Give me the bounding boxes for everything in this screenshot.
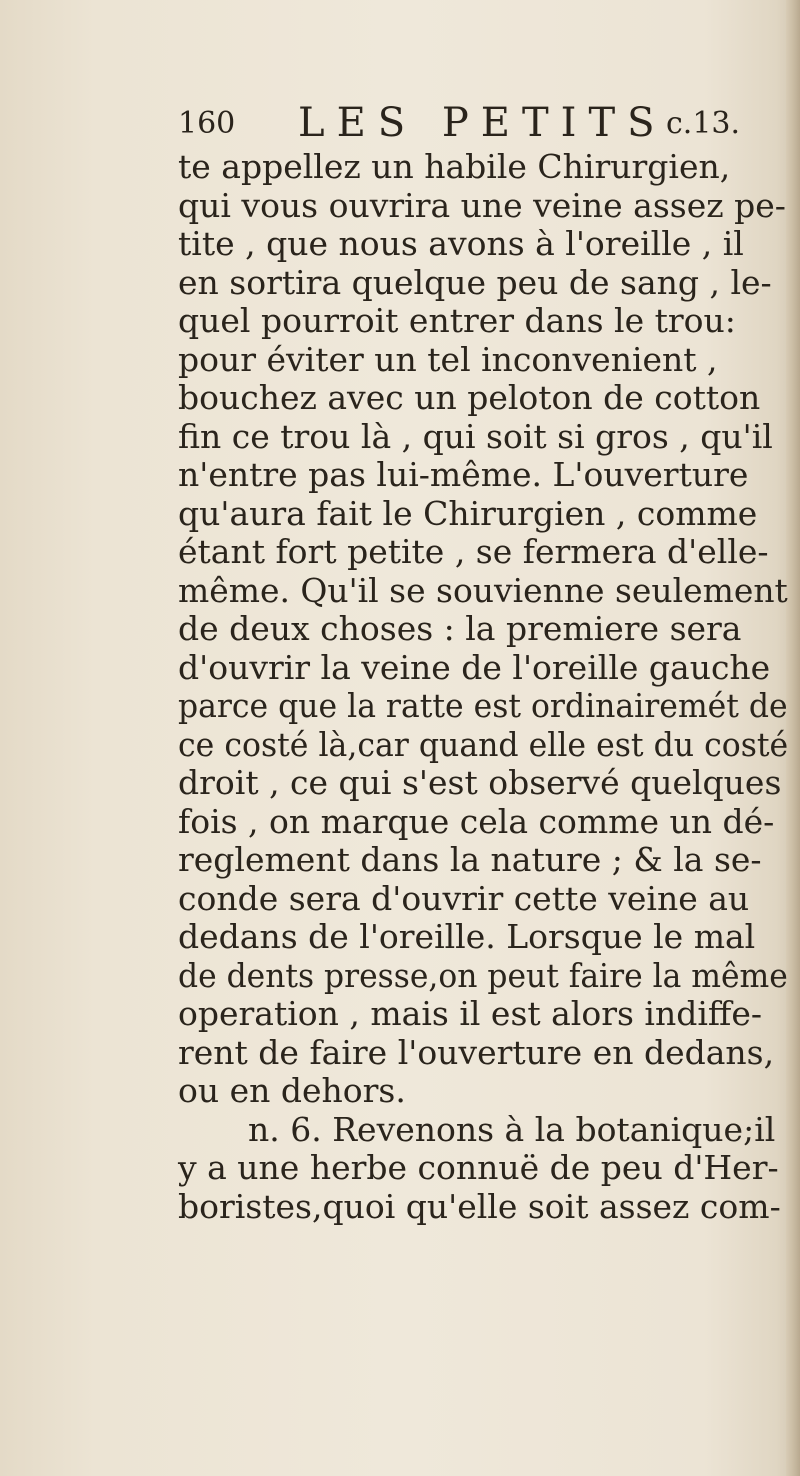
chapter-reference: c.13.	[666, 106, 741, 141]
body-text	[178, 148, 788, 1226]
text-line: boristes,quoi qu'elle soit assez com-	[178, 1186, 781, 1226]
text-line: même. Qu'il se souvienne seulement	[178, 570, 788, 610]
text-line: n. 6. Revenons à la botanique;il	[248, 1109, 776, 1149]
text-line: d'ouvrir la veine de l'oreille gauche	[178, 647, 771, 687]
text-line: de dents presse,on peut faire la même	[178, 955, 788, 995]
text-line: n'entre pas lui-même. L'ouverture	[178, 455, 749, 494]
running-title: LES PETITS	[298, 100, 667, 146]
text-line: fois , on marque cela comme un dé-	[178, 801, 775, 841]
text-line: en sortira quelque peu de sang , le-	[178, 262, 772, 302]
text-line: rent de faire l'ouverture en dedans,	[178, 1032, 775, 1072]
text-line: bouchez avec un peloton de cotton	[178, 378, 761, 417]
text-line: parce que la ratte est ordinairemét de	[178, 686, 788, 725]
text-line: conde sera d'ouvrir cette veine au	[178, 878, 750, 918]
text-line: de deux choses : la premiere sera	[178, 609, 742, 648]
text-line: operation , mais il est alors indiffe-	[178, 994, 763, 1033]
text-line: dedans de l'oreille. Lorsque le mal	[178, 917, 756, 956]
text-line: qu'aura fait le Chirurgien , comme	[178, 493, 758, 533]
text-line: tite , que nous avons à l'oreille , il	[178, 224, 744, 263]
page-header	[178, 100, 778, 148]
text-line: reglement dans la nature ; & la se-	[178, 840, 762, 879]
text-line: te appellez un habile Chirurgien,	[178, 147, 731, 186]
text-line: fin ce trou là , qui soit si gros , qu'il	[178, 416, 773, 456]
text-line: ce costé là,car quand elle est du costé	[178, 724, 789, 764]
text-line: ou en dehors.	[178, 1071, 406, 1110]
text-line: qui vous ouvrira une veine assez pe-	[178, 185, 786, 225]
text-line: quel pourroit entrer dans le trou:	[178, 301, 736, 340]
text-line: droit , ce qui s'est observé quelques	[178, 763, 782, 802]
text-line: y a une herbe connuë de peu d'Her-	[178, 1148, 779, 1187]
text-line: étant fort petite , se fermera d'elle-	[178, 532, 769, 571]
text-line: pour éviter un tel inconvenient ,	[178, 339, 718, 379]
page-number: 160	[178, 106, 236, 141]
